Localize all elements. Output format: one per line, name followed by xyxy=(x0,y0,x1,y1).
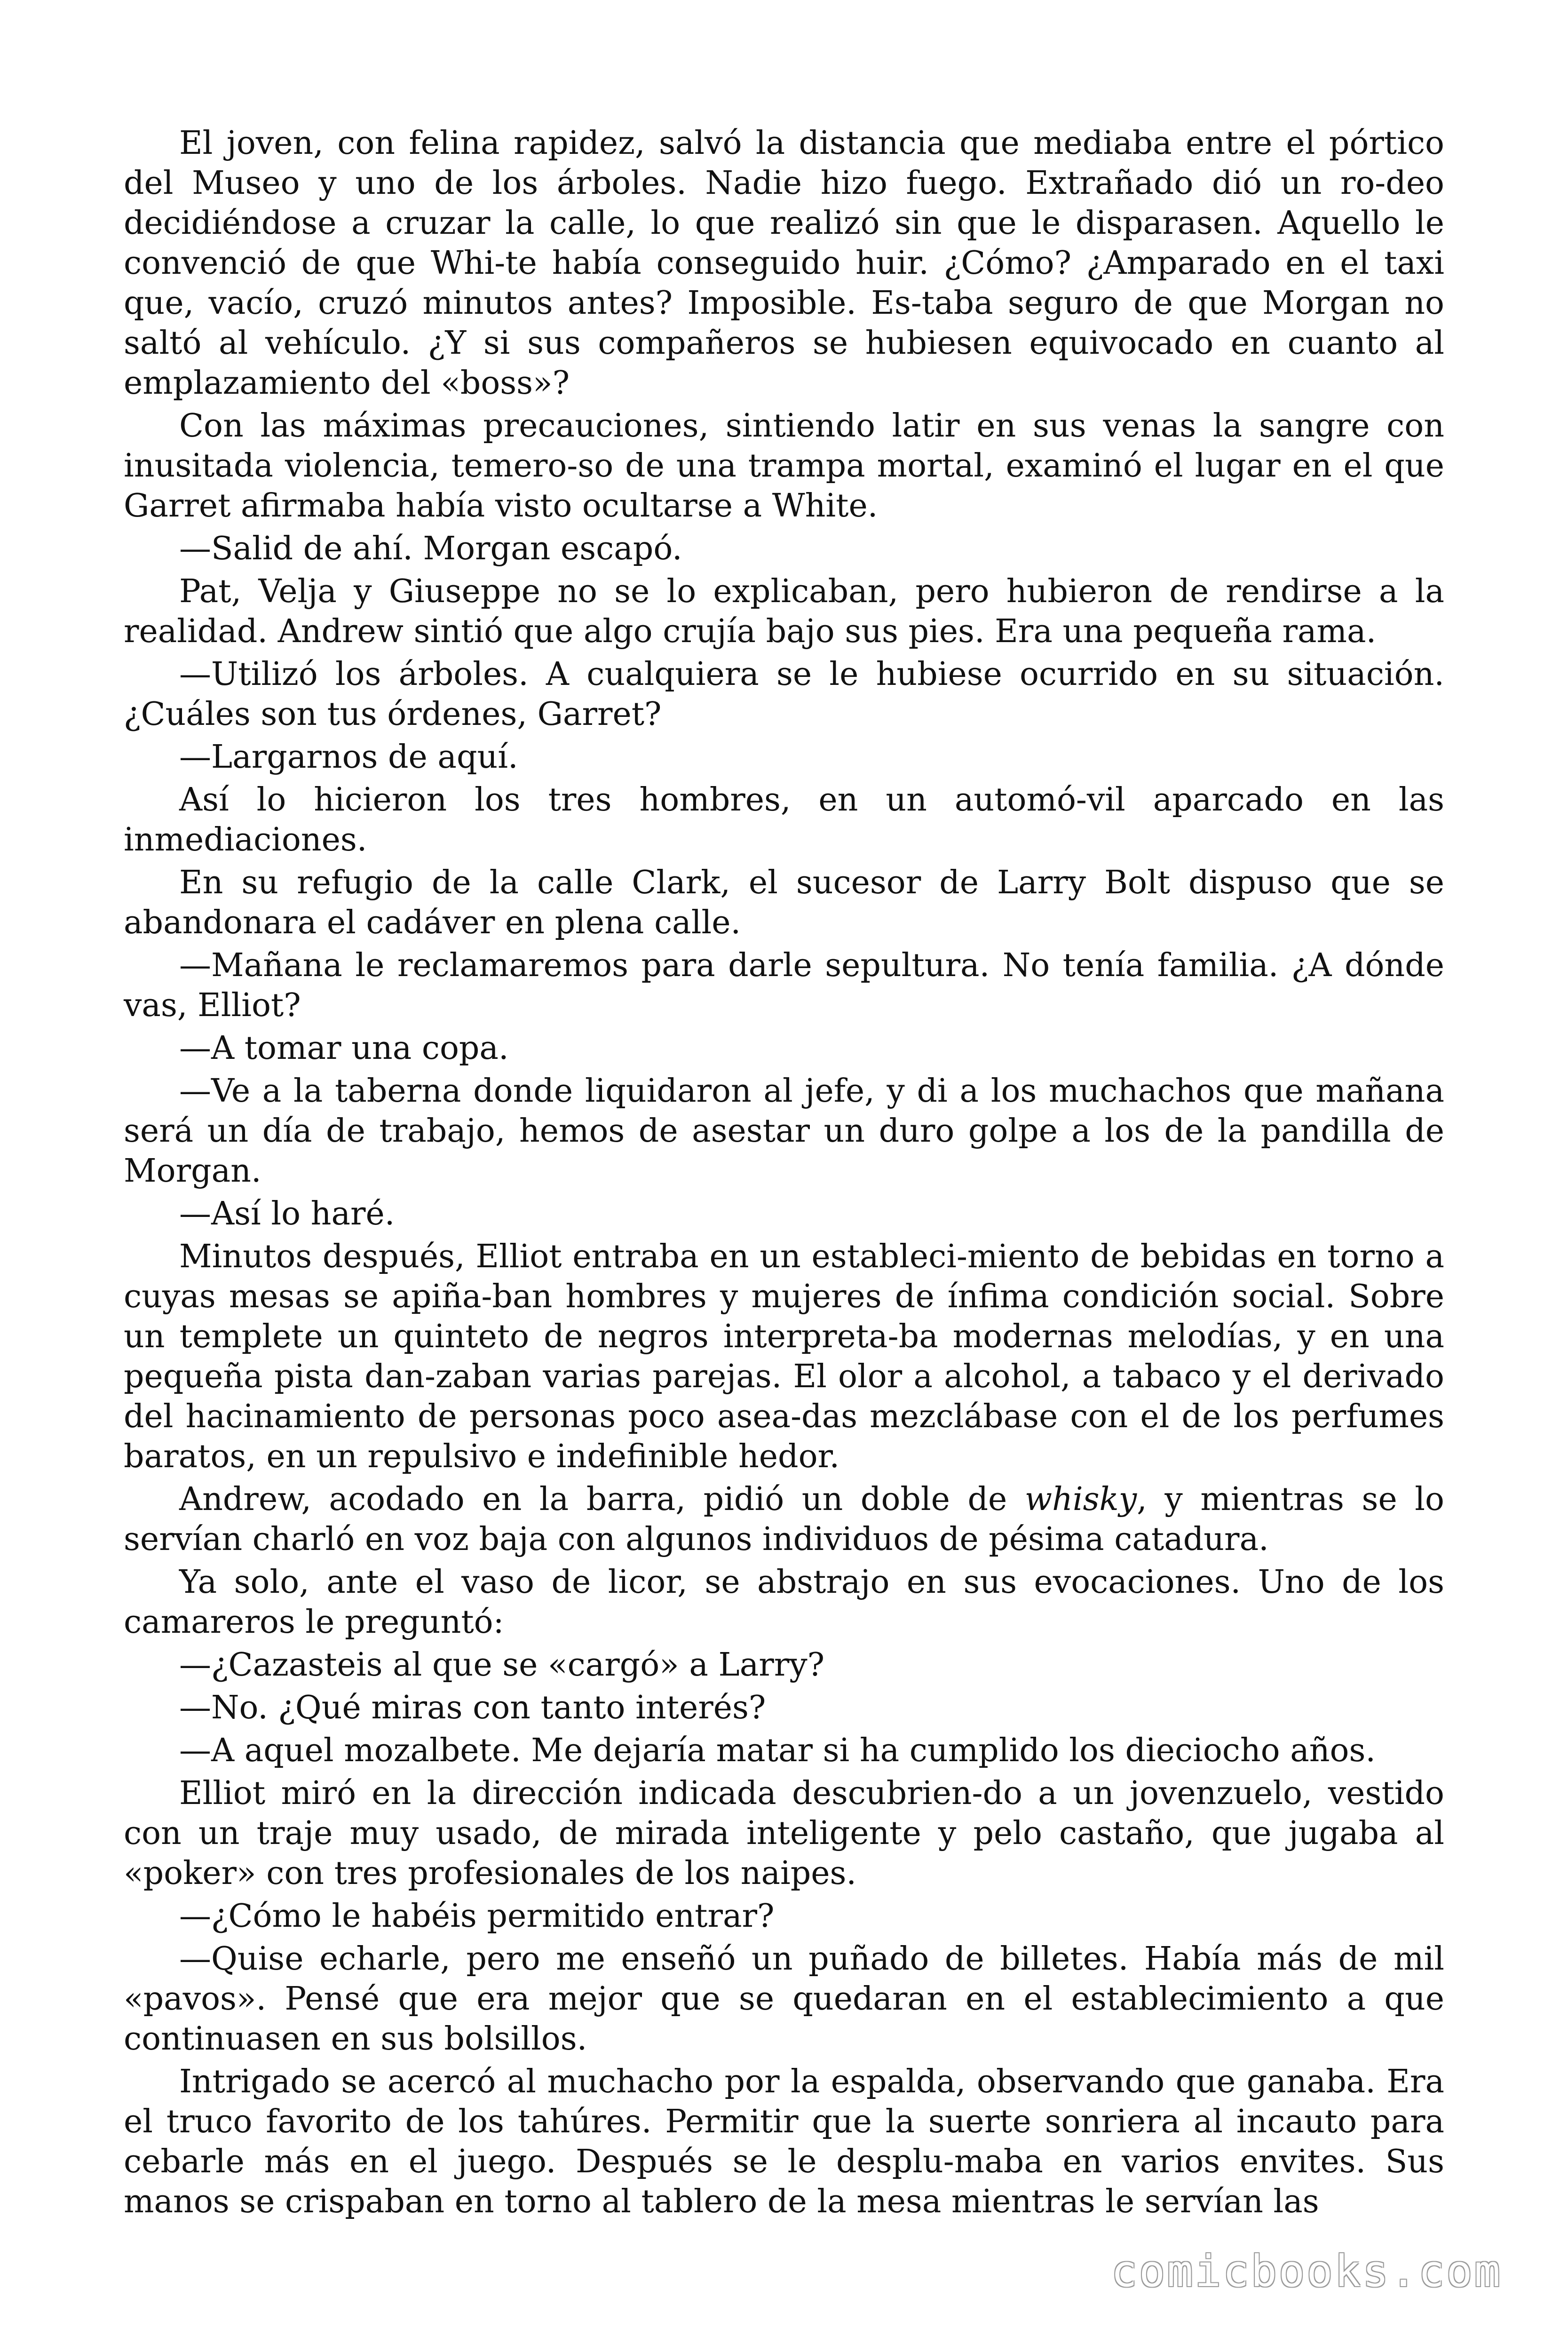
paragraph-10: —A tomar una copa. xyxy=(179,1030,509,1067)
paragraph-7: Así lo hicieron los tres hombres, en un automó-vil aparcado en las inmediaciones. xyxy=(124,781,1444,858)
paragraph-14-after: , y mientras se lo servían charló en voz baja con algunos individuos de pésima catadura. xyxy=(124,1481,1444,1558)
paragraph-3: —Salid de ahí. Morgan escapó. xyxy=(179,530,682,567)
paragraph-20: —¿Cómo le habéis permitido entrar? xyxy=(179,1898,775,1935)
paragraph-8: En su refugio de la calle Clark, el sucesor de Larry Bolt dispuso que se abandonara el cadáver en plena calle. xyxy=(124,864,1444,941)
paragraph-16: —¿Cazasteis al que se «cargó» a Larry? xyxy=(179,1646,825,1684)
paragraph-4: Pat, Velja y Giuseppe no se lo explicaban, pero hubieron de rendirse a la realidad. Andrew sintió que algo crujía bajo sus pies. Era una pequeña rama. xyxy=(124,573,1444,650)
paragraph-9: —Mañana le reclamaremos para darle sepultura. No tenía familia. ¿A dónde vas, Elliot? xyxy=(124,947,1444,1024)
paragraph-5: —Utilizó los árboles. A cualquiera se le hubiese ocurrido en su situación. ¿Cuáles son tus órdenes, Garret? xyxy=(124,656,1444,733)
paragraph-18: —A aquel mozalbete. Me dejaría matar si ha cumplido los dieciocho años. xyxy=(179,1732,1376,1769)
page-body xyxy=(124,123,1444,2225)
paragraph-11: —Ve a la taberna donde liquidaron al jefe, y di a los muchachos que mañana será un día de trabajo, hemos de asestar un duro golpe a los de la pandilla de Morgan. xyxy=(124,1073,1444,1190)
paragraph-14-italic: whisky xyxy=(1024,1481,1137,1518)
paragraph-14-before: Andrew, acodado en la barra, pidió un doble de xyxy=(179,1481,1025,1518)
paragraph-6: —Largarnos de aquí. xyxy=(179,739,518,776)
paragraph-2: Con las máximas precauciones, sintiendo latir en sus venas la sangre con inusitada violencia, temero-so de una trampa mortal, examinó el lugar en el que Garret afirmaba había visto ocultarse a White. xyxy=(124,407,1444,524)
paragraph-19: Elliot miró en la dirección indicada descubrien-do a un jovenzuelo, vestido con un traje muy usado, de mirada inteligente y pelo castaño, que jugaba al «poker» con tres profesionales de los naipes. xyxy=(124,1775,1444,1892)
paragraph-15: Ya solo, ante el vaso de licor, se abstrajo en sus evocaciones. Uno de los camareros le preguntó: xyxy=(124,1564,1444,1641)
paragraph-22: Intrigado se acercó al muchacho por la espalda, observando que ganaba. Era el truco favorito de los tahúres. Permitir que la suerte sonriera al incauto para cebarle más en el juego. Después se le desplu-maba en varios envites. Sus manos se crispaban en torno al tablero de la mesa mientras le servían las xyxy=(124,2063,1444,2220)
watermark-text: comicbooks.com xyxy=(1111,2246,1502,2296)
paragraph-1: El joven, con felina rapidez, salvó la distancia que mediaba entre el pórtico del Museo y uno de los árboles. Nadie hizo fuego. Extrañado dió un ro-deo decidiéndose a cruzar la calle, lo que realizó sin que le disparasen. Aquello le convenció de que Whi-te había conseguido huir. ¿Cómo? ¿Amparado en el taxi que, vacío, cruzó minutos antes? Imposible. Es-taba seguro de que Morgan no saltó al vehículo. ¿Y si sus compañeros se hubiesen equivocado en cuanto al emplazamiento del «boss»? xyxy=(124,125,1444,402)
paragraph-17: —No. ¿Qué miras con tanto interés? xyxy=(179,1689,766,1726)
paragraph-14 xyxy=(124,1479,1444,1559)
paragraph-13: Minutos después, Elliot entraba en un estableci-miento de bebidas en torno a cuyas mesas se apiña-ban hombres y mujeres de ínfima condición social. Sobre un templete un quinteto de negros interpreta-ba modernas melodías, y en una pequeña pista dan-zaban varias parejas. El olor a alcohol, a tabaco y el derivado del hacinamiento de personas poco asea-das mezclábase con el de los perfumes baratos, en un repulsivo e indefinible hedor. xyxy=(124,1238,1444,1475)
paragraph-12: —Así lo haré. xyxy=(179,1195,395,1232)
paragraph-21: —Quise echarle, pero me enseñó un puñado de billetes. Había más de mil «pavos». Pensé que era mejor que se quedaran en el establecimiento a que continuasen en sus bolsillos. xyxy=(124,1940,1444,2058)
